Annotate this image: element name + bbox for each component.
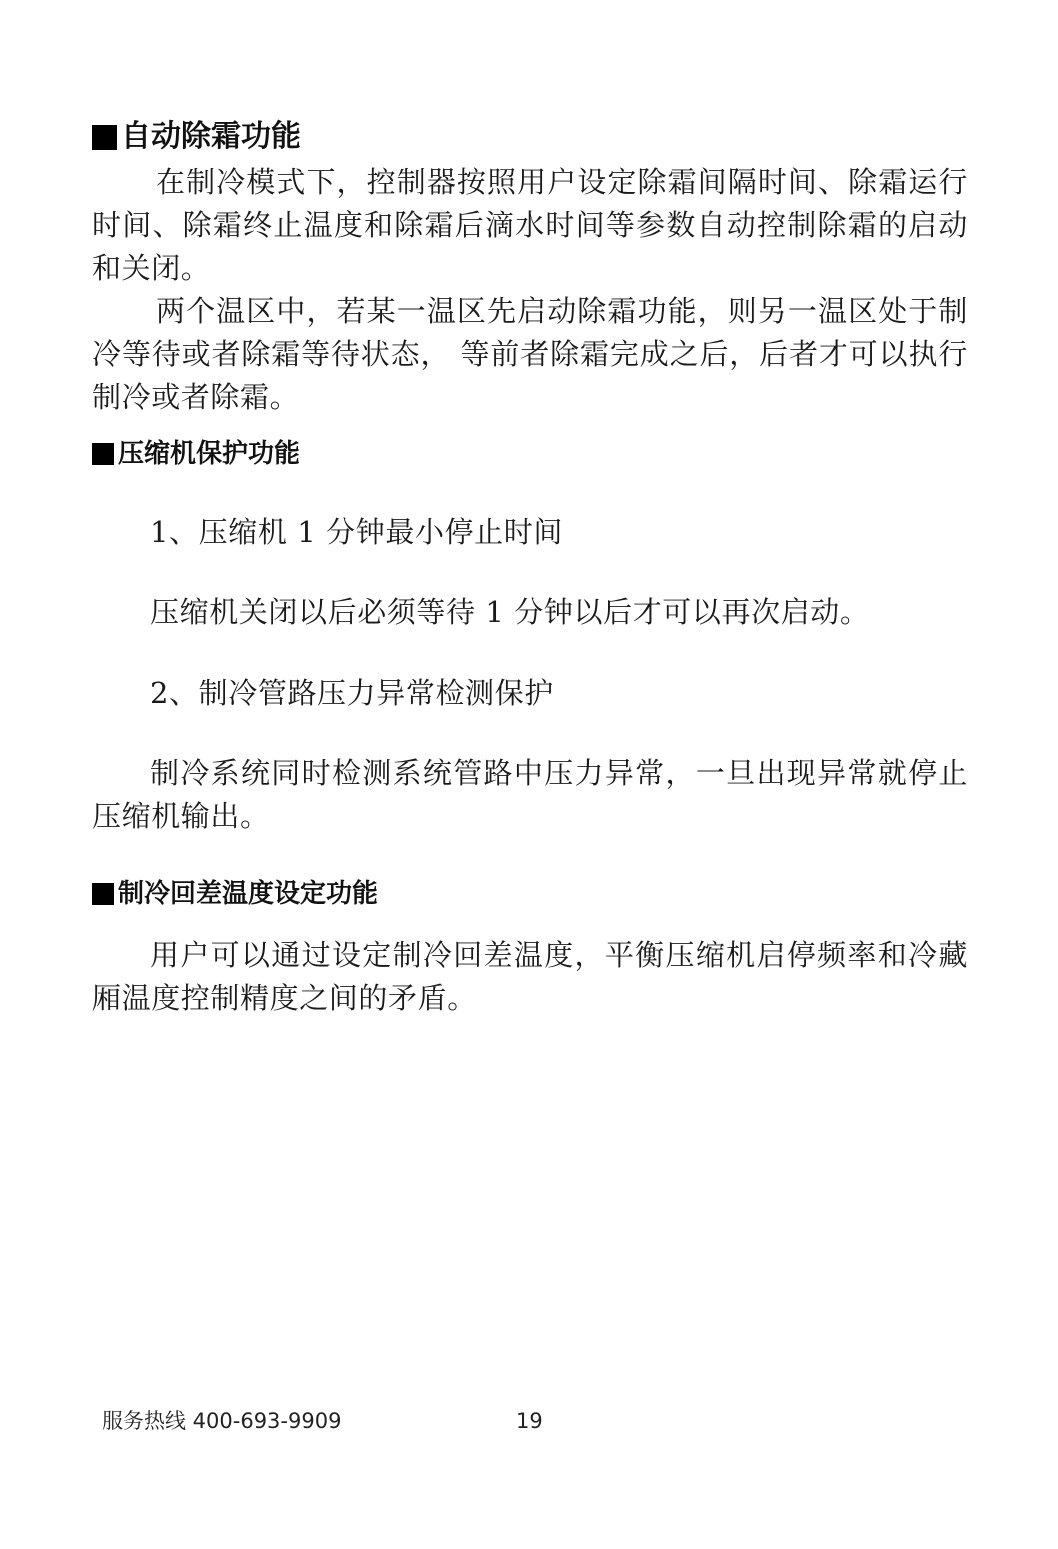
compressor-item-1-text <box>92 591 968 634</box>
numbered-item-heading: 2、制冷管路压力异常检测保护 <box>150 676 554 710</box>
section-title: 自动除霜功能 <box>121 119 301 154</box>
black-square-bullet-icon <box>92 125 117 150</box>
compressor-item-2-heading <box>92 672 968 715</box>
section-title: 制冷回差温度设定功能 <box>118 879 379 909</box>
compressor-item-1-heading <box>92 511 968 554</box>
compressor-item-2-text <box>92 752 968 838</box>
section-compressor <box>92 436 968 472</box>
black-square-bullet-icon <box>92 443 114 465</box>
section-heading-compressor <box>92 436 968 472</box>
section-defrost <box>92 117 968 157</box>
body-paragraph: 在制冷模式下，控制器按照用户设定除霜间隔时间、除霜运行时间、除霜终止温度和除霜后滴水时间等参数自动控制除霜的启动和关闭。 <box>92 165 968 285</box>
section-title: 压缩机保护功能 <box>118 439 301 469</box>
page-number: 19 <box>516 1409 543 1433</box>
numbered-item-heading: 1、压缩机 1 分钟最小停止时间 <box>150 515 563 549</box>
section-heading-defrost <box>92 117 968 157</box>
defrost-paragraph-2 <box>92 290 968 419</box>
defrost-paragraph-1 <box>92 161 968 290</box>
differential-paragraph <box>92 934 968 1020</box>
black-square-bullet-icon <box>92 883 114 905</box>
service-hotline: 服务热线 400-693-9909 <box>102 1409 342 1433</box>
numbered-item-text: 压缩机关闭以后必须等待 1 分钟以后才可以再次启动。 <box>150 595 870 629</box>
section-heading-differential <box>92 876 968 912</box>
body-paragraph: 用户可以通过设定制冷回差温度，平衡压缩机启停频率和冷藏厢温度控制精度之间的矛盾。 <box>92 938 968 1015</box>
section-differential <box>92 876 968 912</box>
body-paragraph: 两个温区中，若某一温区先启动除霜功能，则另一温区处于制冷等待或者除霜等待状态， 等前者除霜完成之后，后者才可以执行制冷或者除霜。 <box>92 294 968 414</box>
numbered-item-text: 制冷系统同时检测系统管路中压力异常，一旦出现异常就停止压缩机输出。 <box>92 756 968 833</box>
